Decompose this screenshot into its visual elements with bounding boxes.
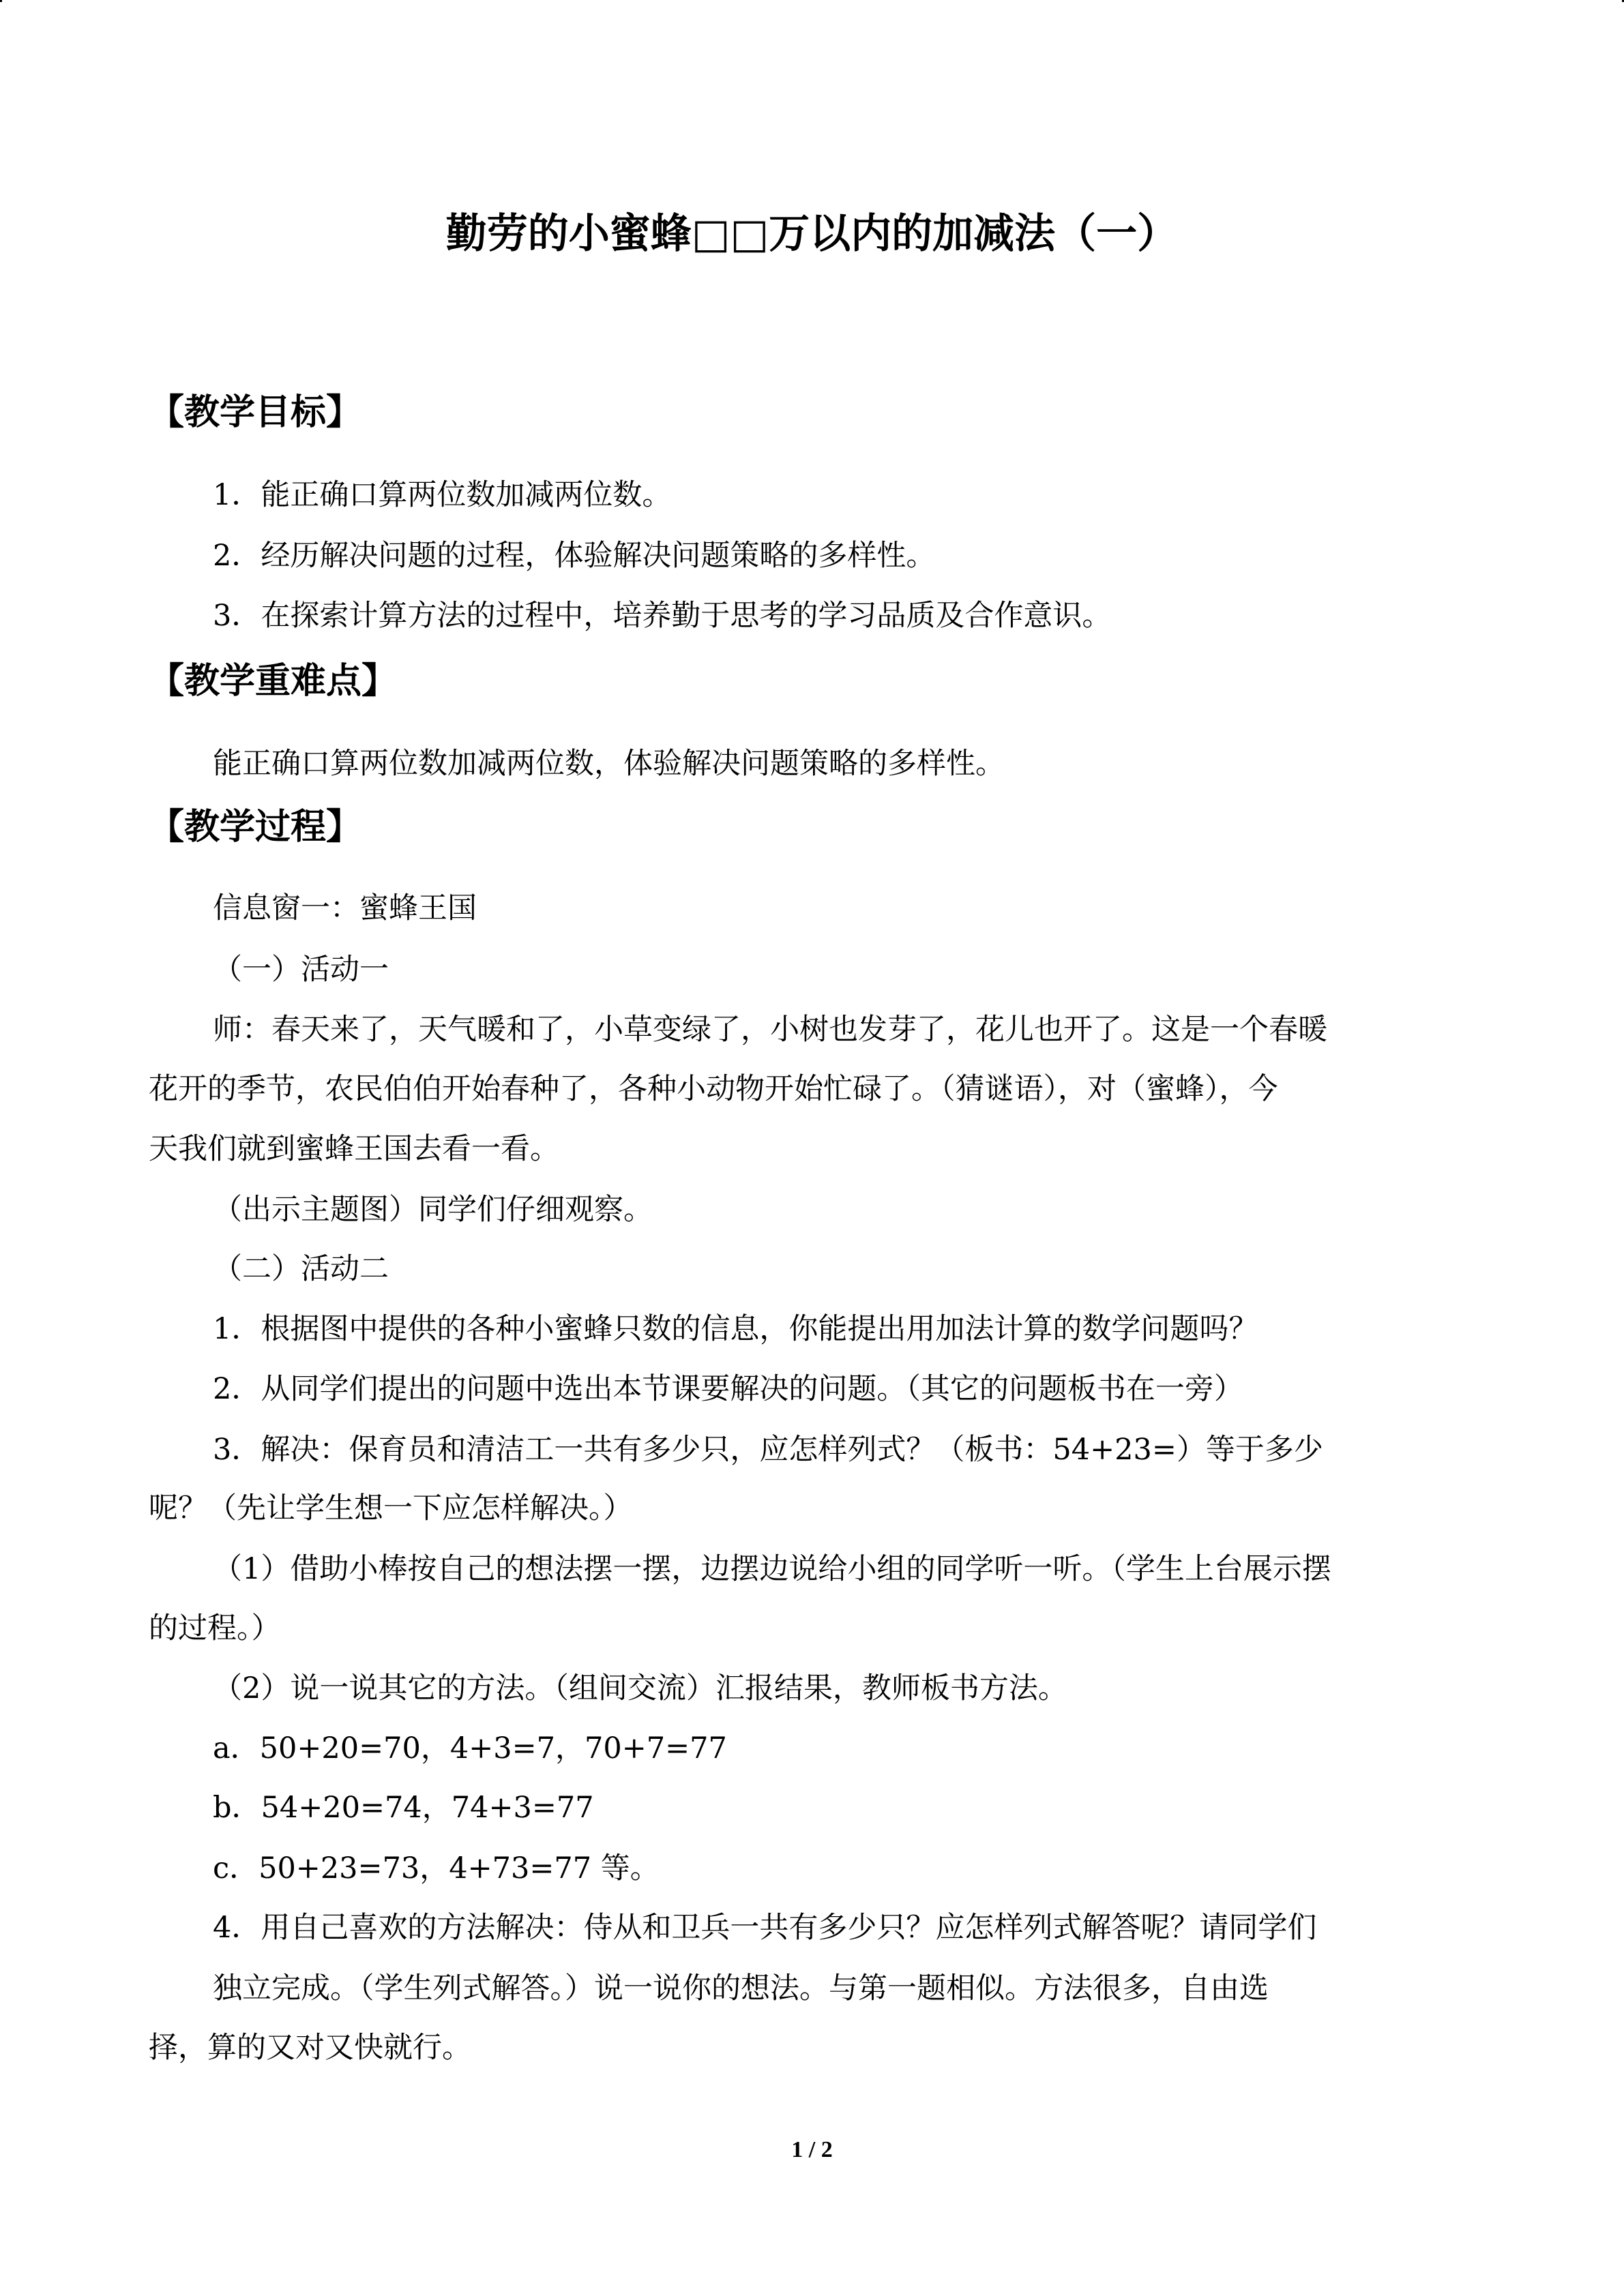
process-line: 2．从同学们提出的问题中选出本节课要解决的问题。（其它的问题板书在一旁） — [213, 1372, 1243, 1406]
process-line: b．54+20=74，74+3=77 — [213, 1791, 594, 1825]
process-line: 呢？（先让学生想一下应怎样解决。） — [149, 1491, 633, 1525]
process-line: 天我们就到蜜蜂王国去看一看。 — [149, 1132, 559, 1166]
process-line: 师：春天来了，天气暖和了，小草变绿了，小树也发芽了，花儿也开了。这是一个春暖 — [213, 1013, 1327, 1047]
objective-item: 2．经历解决问题的过程，体验解决问题策略的多样性。 — [213, 539, 936, 573]
process-line: 花开的季节，农民伯伯开始春种了，各种小动物开始忙碌了。（猜谜语），对（蜜蜂），今 — [149, 1072, 1278, 1106]
process-line: （一）活动一 — [213, 953, 389, 987]
process-line: 3．解决：保育员和清洁工一共有多少只，应怎样列式？（板书：54+23=）等于多少 — [213, 1433, 1323, 1467]
objective-item: 1．能正确口算两位数加减两位数。 — [213, 478, 672, 512]
process-line: a．50+20=70，4+3=7，70+7=77 — [213, 1731, 727, 1765]
process-line: （二）活动二 — [213, 1252, 389, 1286]
process-line: 信息窗一：蜜蜂王国 — [213, 891, 477, 925]
process-line: （2）说一说其它的方法。（组间交流）汇报结果，教师板书方法。 — [213, 1671, 1067, 1705]
section-heading-key-points: 【教学重难点】 — [149, 661, 398, 702]
process-line: 独立完成。（学生列式解答。）说一说你的想法。与第一题相似。方法很多，自由选 — [213, 1971, 1269, 2006]
process-line: 1．根据图中提供的各种小蜜蜂只数的信息，你能提出用加法计算的数学问题吗？ — [213, 1312, 1258, 1346]
process-line: 4．用自己喜欢的方法解决：侍从和卫兵一共有多少只？应怎样列式解答呢？请同学们 — [213, 1911, 1317, 1945]
corner-mark-left — [0, 0, 2, 2]
page-number: 1 / 2 — [791, 2137, 833, 2162]
process-line: （出示主题图）同学们仔细观察。 — [213, 1193, 653, 1227]
process-line: 的过程。） — [149, 1611, 281, 1645]
section-heading-objectives: 【教学目标】 — [149, 392, 362, 433]
key-point-text: 能正确口算两位数加减两位数，体验解决问题策略的多样性。 — [213, 747, 1005, 781]
process-line: c．50+23=73，4+73=77 等。 — [213, 1851, 660, 1885]
process-line: 择，算的又对又快就行。 — [149, 2031, 471, 2065]
process-line: （1）借助小棒按自己的想法摆一摆，边摆边说给小组的同学听一听。（学生上台展示摆 — [213, 1552, 1331, 1586]
page-title: 勤劳的小蜜蜂□□万以内的加减法（一） — [445, 210, 1179, 258]
section-heading-process: 【教学过程】 — [149, 807, 362, 848]
objective-item: 3．在探索计算方法的过程中，培养勤于思考的学习品质及合作意识。 — [213, 599, 1112, 633]
